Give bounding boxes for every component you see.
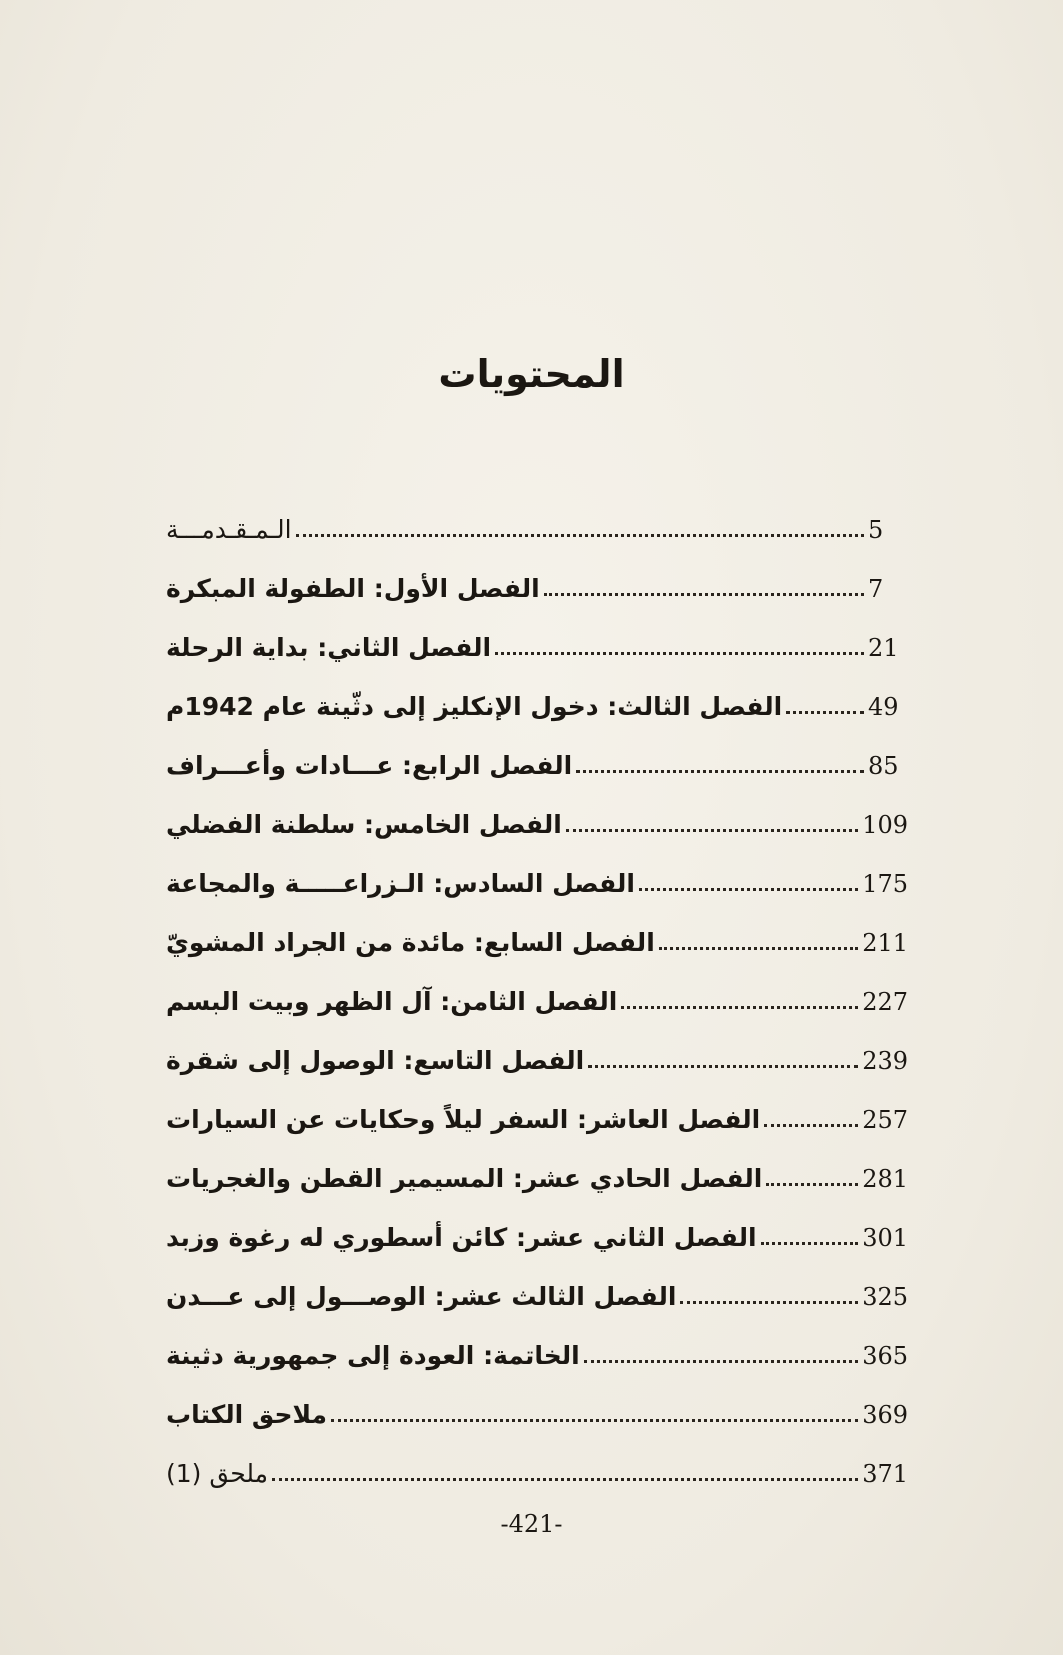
toc-entry	[160, 736, 908, 795]
dot-leader	[680, 1301, 858, 1304]
toc-entry-title: الفصل السادس: الـزراعـــــة والمجاعة	[166, 869, 635, 898]
dot-leader	[766, 1183, 858, 1186]
toc-entry-page: 301	[862, 1223, 908, 1252]
toc-entry-page: 371	[862, 1459, 908, 1488]
toc-entry	[160, 1444, 908, 1503]
dot-leader	[495, 652, 864, 655]
toc-entry-title: الفصل التاسع: الوصول إلى شقرة	[166, 1046, 585, 1075]
toc-entry-title: الفصل العاشر: السفر ليلاً وحكايات عن السيارات	[166, 1105, 761, 1134]
toc-entry	[160, 854, 908, 913]
toc-entry-page: 369	[862, 1400, 908, 1429]
toc-entry-page: 257	[862, 1105, 908, 1134]
toc-entry-title: الخاتمة: العودة إلى جمهورية دثينة	[166, 1341, 580, 1370]
toc-entry-title: الفصل الثالث عشر: الوصـــول إلى عـــدن	[166, 1282, 677, 1311]
toc-entry	[160, 559, 908, 618]
toc-entry	[160, 913, 908, 972]
toc-entry-title: الفصل الثالث: دخول الإنكليز إلى دثّينة عام 1942م	[166, 692, 783, 721]
toc-entry-page: 49	[868, 692, 899, 721]
toc-entry-page: 239	[862, 1046, 908, 1075]
toc-entry	[160, 1090, 908, 1149]
toc-entry-title: الفصل السابع: مائدة من الجراد المشويّ	[166, 928, 655, 957]
toc-entry-page: 211	[862, 928, 908, 957]
toc-entry-page: 109	[862, 810, 908, 839]
toc-entry-title: الفصل الثاني عشر: كائن أسطوري له رغوة وزبد	[166, 1223, 757, 1252]
dot-leader	[639, 888, 858, 891]
toc-entry	[160, 972, 908, 1031]
toc-entry-title: الفصل الثاني: بداية الرحلة	[166, 633, 492, 662]
toc-entry-page: 7	[868, 574, 884, 603]
toc-entry-title: الفصل الثامن: آل الظهر وبيت البسم	[166, 987, 618, 1016]
toc-entry-title: الفصل الأول: الطفولة المبكرة	[166, 574, 540, 603]
toc-entry-title: الفصل الحادي عشر: المسيمير القطن والغجريات	[166, 1164, 763, 1193]
toc-entry-title: ملاحق الكتاب	[166, 1400, 327, 1429]
toc-entry-page: 21	[868, 633, 899, 662]
toc-entry	[160, 1149, 908, 1208]
toc-entry	[160, 1326, 908, 1385]
toc-entry	[160, 1031, 908, 1090]
dot-leader	[272, 1478, 858, 1481]
toc-entry	[160, 1208, 908, 1267]
toc-entry-title: الـمـقـدمـــة	[166, 515, 292, 544]
dot-leader	[584, 1360, 858, 1363]
dot-leader	[659, 947, 858, 950]
toc-entry	[160, 618, 908, 677]
dot-leader	[566, 829, 858, 832]
dot-leader	[588, 1065, 858, 1068]
dot-leader	[761, 1242, 859, 1245]
toc-entry-page: 5	[868, 515, 884, 544]
dot-leader	[544, 593, 864, 596]
toc-entry	[160, 1267, 908, 1326]
toc-entry	[160, 500, 908, 559]
toc-entry-page: 281	[862, 1164, 908, 1193]
dot-leader	[331, 1419, 858, 1422]
dot-leader	[786, 711, 864, 714]
toc-entry-title: الفصل الخامس: سلطنة الفضلي	[166, 810, 562, 839]
toc-entry-page: 227	[862, 987, 908, 1016]
table-of-contents	[160, 500, 908, 1503]
dot-leader	[621, 1006, 858, 1009]
page-title: المحتويات	[438, 352, 625, 396]
toc-entry	[160, 1385, 908, 1444]
toc-entry-title: الفصل الرابع: عـــادات وأعـــراف	[166, 751, 573, 780]
toc-entry-page: 325	[862, 1282, 908, 1311]
dot-leader	[296, 534, 864, 537]
toc-entry-page: 175	[862, 869, 908, 898]
dot-leader	[576, 770, 864, 773]
toc-entry	[160, 677, 908, 736]
toc-entry-page: 85	[868, 751, 899, 780]
toc-entry-page: 365	[862, 1341, 908, 1370]
toc-entry	[160, 795, 908, 854]
page-number: -421-	[500, 1510, 563, 1538]
toc-entry-title: ملحق (1)	[166, 1459, 269, 1488]
dot-leader	[764, 1124, 858, 1127]
